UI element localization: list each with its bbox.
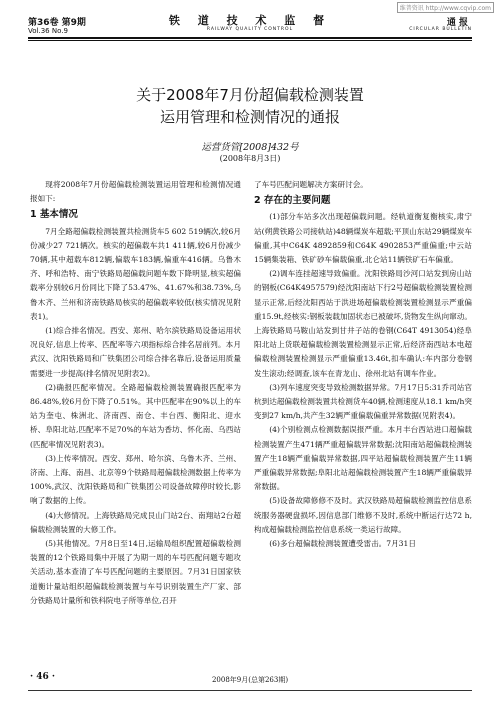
paragraph: (5)设备故障修修不及时。武汉铁路局超偏载检测监控信息系统服务器硬盘损坏,因信息部门维修不及时,系统中断运行达72 h,构成超偏载检测监控信息系统一类运行故障。 <box>254 496 472 534</box>
volume-label: 第36卷 第9期 <box>28 18 86 28</box>
paragraph: (6)多台超偏载检测装置遭受雷击。7月31日 <box>269 539 416 549</box>
paragraph: (1)部分车站多次出现超偏载问题。经轨道衡复衡核实,肃宁站(朔黄铁路公司接轨站)48辆煤炭车超载;平顶山东站29辆煤炭车偏重,其中C64K 4892859和C64K 4902853严重偏重;中云站15辆集装箱、铁矿砂车偏载偏重,北仑站11辆铁矿石车偏重。 <box>254 212 472 265</box>
document-number: 运营货管[2008]432号 <box>201 142 299 153</box>
paragraph: (2)确报匹配率情况。全路超偏载检测装置确报匹配率为86.48%,较6月份下降了0.51%。其中匹配率在90%以上的车站为奎屯、株洲北、济南西、南仓、丰台西、衡阳北、迎水桥、阜阳北站,匹配率不足70%的车站为香坊、怀化南、乌西站(匹配率情况见附表3)。 <box>30 382 241 449</box>
header-rule-thick <box>28 37 472 39</box>
intro-paragraph: 现将2008年7月份超偏载检测装置运用管理和检测情况通报如下: <box>30 180 241 204</box>
volume-label-en: Vol.36 No.9 <box>28 27 68 35</box>
section-label-en: CIRCULAR BULLETIN <box>409 27 472 32</box>
paragraph: (5)其他情况。7月8日至14日,运输局组织配置超偏载检测装置的12个铁路局集中开展了为期一周的车号匹配问题专题攻关活动,基本查清了车号匹配问题的主要原因。7月31日国家铁道衡计量站组织超偏载检测装置与车号识别装置生产厂家、部分铁路局计量所和铁科院电子所等单位,召开 <box>30 539 241 605</box>
paragraph: (3)列车速度突变导致检测数据异常。7月17日5:31乔司站官杭到达超偏载检测装置共检测货车40辆,检测速度从18.1 km/h突变到27 km/h,共产生32辆严重偏载偏重异常数据(见附表4)。 <box>254 382 472 421</box>
paragraph: (1)综合排名情况。西安、郑州、哈尔滨铁路局设备运用状况良好,信息上传率、匹配率等六项指标综合排名居前列。本月武汉、沈阳铁路局和广铁集团公司综合排名靠后,设备运用质量需要进一步提高(排名情况见附表2)。 <box>30 326 241 378</box>
article-title-line2: 运用管理和检测情况的通报 <box>159 108 340 126</box>
section-heading-basic: 1 基本情况 <box>30 209 78 221</box>
paragraph: (4)大修情况。上海铁路局完成艮山门站2台、南翔站2台超偏载检测装置的大修工作。 <box>30 510 241 534</box>
journal-title: 铁 道 技 术 监 督 <box>168 14 332 27</box>
journal-title-en: RAILWAY QUALITY CONTROL <box>206 27 294 32</box>
watermark: 维普资讯 http://www.cqvip.com <box>397 2 494 13</box>
issue-info: 2008年9月(总第263期) <box>211 676 289 684</box>
paragraph: (2)调车连挂超速导致偏重。沈阳铁路局沙河口站发到房山站的钢板(C64K4957579)经沈阳南站下行2号超偏载检测装置检测显示正常,后经沈阳西站于洪进场超偏载检测装置检测显示严重偏重15.9t,经核实:钢板装载加固状态已被破坏,货物发生纵向窜动。上海铁路局马鞍山站发到甘井子站的卷钢(C64T 4913054)经阜阳北站上货联超偏载检测装置检测显示正常,后经济南西站本电超偏载检测装置检测显示严重偏重13.46t,扣车确认:车内部分卷钢发生滚动;经调查,该车在青龙山、徐州北站有调车作业。 <box>254 269 472 378</box>
document-date: (2008年8月3日) <box>219 154 281 163</box>
paragraph: (3)上传率情况。西安、郑州、哈尔滨、乌鲁木齐、兰州、济南、上海、南昌、北京等9个铁路局超偏载检测数据上传率为100%,武汉、沈阳铁路局和广铁集团公司设备故障停时较长,影响了数据的上传。 <box>30 453 241 506</box>
paragraph: 7月全路超偏载检测装置共检测货车5 602 519辆次,较6月份减少27 721辆次。核实的超偏载车共1 411辆,较6月份减少70辆,其中超载车812辆,偏载车183辆,偏重车416辆。乌鲁木齐、呼和浩特、南宁铁路局超偏载问题车数下降明显,核实超偏载率分别较6月份同比下降了53.47%、41.67%和38.73%,乌鲁木齐、兰州和济南铁路局核实的超偏载率较低(核实情况见附表1)。 <box>30 226 241 321</box>
footer-rule <box>28 690 472 691</box>
section-heading-problems: 2 存在的主要问题 <box>254 195 331 207</box>
header-rule-thin <box>28 40 472 41</box>
article-title-line1: 关于2008年7月份超偏载检测装置 <box>136 86 364 104</box>
paragraph-continued: 了车号匹配问题解决方案研讨会。 <box>254 180 368 189</box>
section-label: 通 报 <box>446 18 468 28</box>
paragraph: (4)个别检测点检测数据误报严重。本月丰台西站进口超偏载检测装置产生471辆严重超偏载异常数据;沈阳南站超偏载检测装置产生18辆严重偏载异常数据,四平站超偏载检测装置产生11辆严重偏载异常数据;阜阳北站超偏载检测装置产生18辆严重偏载异常数据。 <box>254 425 472 492</box>
page-number: · 46 · <box>30 672 56 682</box>
right-column <box>254 178 472 551</box>
left-column <box>30 178 241 608</box>
